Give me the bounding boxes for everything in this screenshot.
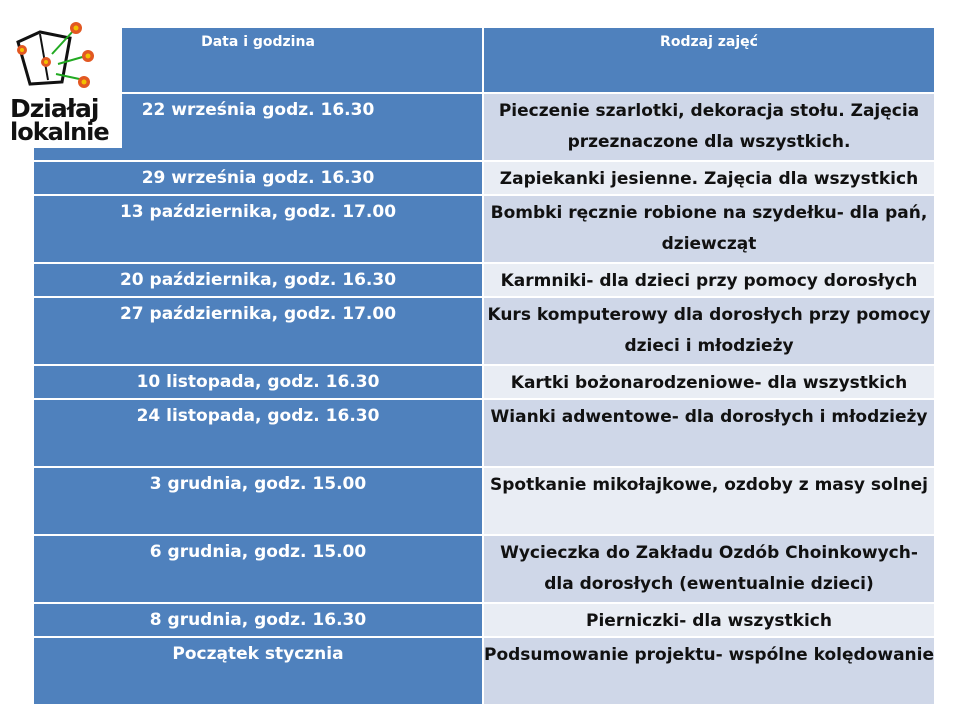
table-row <box>34 604 934 638</box>
row-date: 8 grudnia, godz. 16.30 <box>34 604 484 636</box>
row-activity: Spotkanie mikołajkowe, ozdoby z masy solnej <box>484 468 934 534</box>
row-activity: Kurs komputerowy dla dorosłych przy pomocy dzieci i młodzieży <box>484 298 934 364</box>
row-activity: Zapiekanki jesienne. Zajęcia dla wszystkich <box>484 162 934 194</box>
row-activity: Bombki ręcznie robione na szydełku- dla pań, dziewcząt <box>484 196 934 262</box>
row-date: 22 września godz. 16.30 <box>34 94 484 160</box>
table-row <box>34 400 934 468</box>
table-row <box>34 94 934 162</box>
header-date: Data i godzina <box>34 28 484 92</box>
logo-text-line1: Działaj <box>10 94 99 123</box>
header-activity: Rodzaj zajęć <box>484 28 934 92</box>
table-row <box>34 298 934 366</box>
row-activity: Pierniczki- dla wszystkich <box>484 604 934 636</box>
row-date: 24 listopada, godz. 16.30 <box>34 400 484 466</box>
table-row <box>34 468 934 536</box>
table-header-row <box>34 28 934 94</box>
row-activity: Kartki bożonarodzeniowe- dla wszystkich <box>484 366 934 398</box>
row-date: 6 grudnia, godz. 15.00 <box>34 536 484 602</box>
row-activity: Wianki adwentowe- dla dorosłych i młodzieży <box>484 400 934 466</box>
row-activity: Pieczenie szarlotki, dekoracja stołu. Zajęcia przeznaczone dla wszystkich. <box>484 94 934 160</box>
row-date: 20 października, godz. 16.30 <box>34 264 484 296</box>
table-row <box>34 366 934 400</box>
flowers-icon <box>0 14 122 104</box>
row-date: 27 października, godz. 17.00 <box>34 298 484 364</box>
row-date: 3 grudnia, godz. 15.00 <box>34 468 484 534</box>
schedule-table <box>34 28 934 704</box>
row-date: 13 października, godz. 17.00 <box>34 196 484 262</box>
row-date: Początek stycznia <box>34 638 484 704</box>
table-row <box>34 196 934 264</box>
table-row <box>34 638 934 704</box>
dzialaj-lokalnie-logo <box>0 14 122 148</box>
row-date: 29 września godz. 16.30 <box>34 162 484 194</box>
row-date: 10 listopada, godz. 16.30 <box>34 366 484 398</box>
table-row <box>34 264 934 298</box>
table-row <box>34 536 934 604</box>
row-activity: Karmniki- dla dzieci przy pomocy dorosłych <box>484 264 934 296</box>
table-row <box>34 162 934 196</box>
row-activity: Wycieczka do Zakładu Ozdób Choinkowych- dla dorosłych (ewentualnie dzieci) <box>484 536 934 602</box>
row-activity: Podsumowanie projektu- wspólne kolędowanie <box>484 638 934 704</box>
logo-text-line2: lokalnie <box>10 118 109 146</box>
